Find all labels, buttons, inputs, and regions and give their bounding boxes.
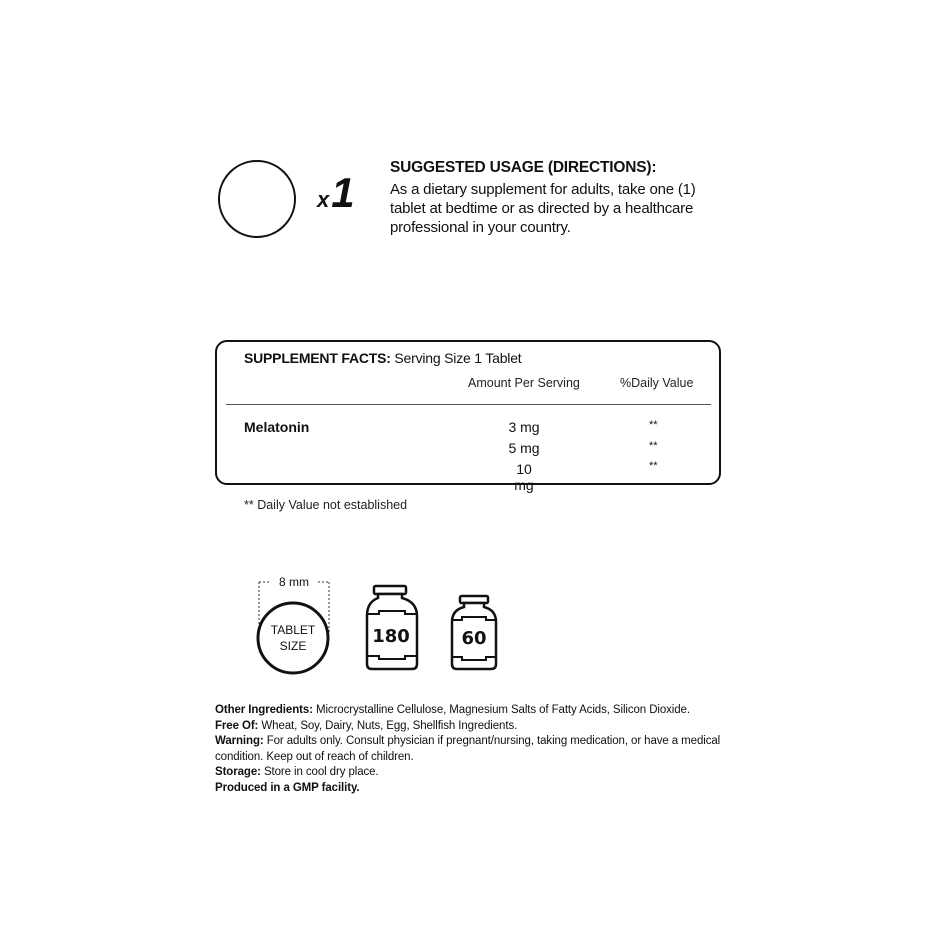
ingredient-name: Melatonin: [244, 419, 310, 435]
storage-label: Storage:: [215, 766, 261, 778]
quantity-indicator: [317, 169, 355, 216]
ingredients-value: Microcrystalline Cellulose, Magnesium Salts of Fatty Acids, Silicon Dioxide.: [312, 704, 690, 716]
daily-value-row-3: **: [649, 460, 658, 472]
tablet-label-line2: SIZE: [279, 639, 307, 653]
free-of-value: Wheat, Soy, Dairy, Nuts, Egg, Shellfish Ingredients.: [258, 719, 518, 732]
facts-divider: [226, 404, 711, 405]
bottle-large-icon: [367, 586, 417, 669]
amount-row-3: 10 mg: [514, 461, 534, 493]
bottle-small-count: 60: [461, 628, 487, 649]
facts-title-serving: Serving Size 1 Tablet: [390, 350, 522, 366]
warning-line: [215, 734, 735, 765]
quantity-prefix: x: [317, 187, 330, 212]
storage-value: Store in cool dry place.: [260, 766, 379, 778]
bottle-small-icon: [452, 596, 496, 669]
warning-value: For adults only. Consult physician if pregnant/nursing, taking medication, or have a medical condition. Keep out of reach of children.: [215, 735, 721, 763]
bottle-large-count: 180: [372, 626, 410, 647]
free-of-line: [215, 719, 735, 735]
ingredients-label: Other Ingredients:: [215, 704, 313, 716]
free-of-label: Free Of:: [215, 719, 259, 732]
tablet-icon: [218, 160, 296, 238]
ingredients-line: [215, 703, 735, 719]
tablet-dimension: 8 mm: [279, 575, 309, 589]
tablet-size-icon: [258, 575, 329, 673]
other-ingredients-block: [215, 703, 735, 796]
daily-value-row-2: **: [649, 440, 658, 452]
gmp-statement: Produced in a GMP facility.: [215, 781, 360, 794]
storage-line: [215, 765, 735, 781]
amount-row-2: 5 mg: [508, 440, 540, 456]
facts-title-bold: SUPPLEMENT FACTS:: [244, 350, 391, 366]
gmp-line: [215, 781, 735, 797]
usage-body: As a dietary supplement for adults, take one (1) tablet at bedtime or as directed by a healthcare professional in your country.: [390, 181, 696, 236]
warning-label: Warning:: [215, 735, 264, 747]
tablet-label-line1: TABLET: [270, 623, 316, 637]
facts-title: [244, 350, 521, 366]
quantity-value: 1: [331, 169, 355, 216]
facts-footnote: ** Daily Value not established: [244, 498, 408, 512]
amount-row-1: 3 mg: [508, 419, 540, 435]
package-icons: [252, 572, 552, 682]
usage-title: SUGGESTED USAGE (DIRECTIONS):: [390, 159, 657, 176]
column-header-daily-value: %Daily Value: [620, 376, 694, 390]
daily-value-row-1: **: [649, 419, 658, 431]
column-header-amount: Amount Per Serving: [468, 376, 580, 390]
